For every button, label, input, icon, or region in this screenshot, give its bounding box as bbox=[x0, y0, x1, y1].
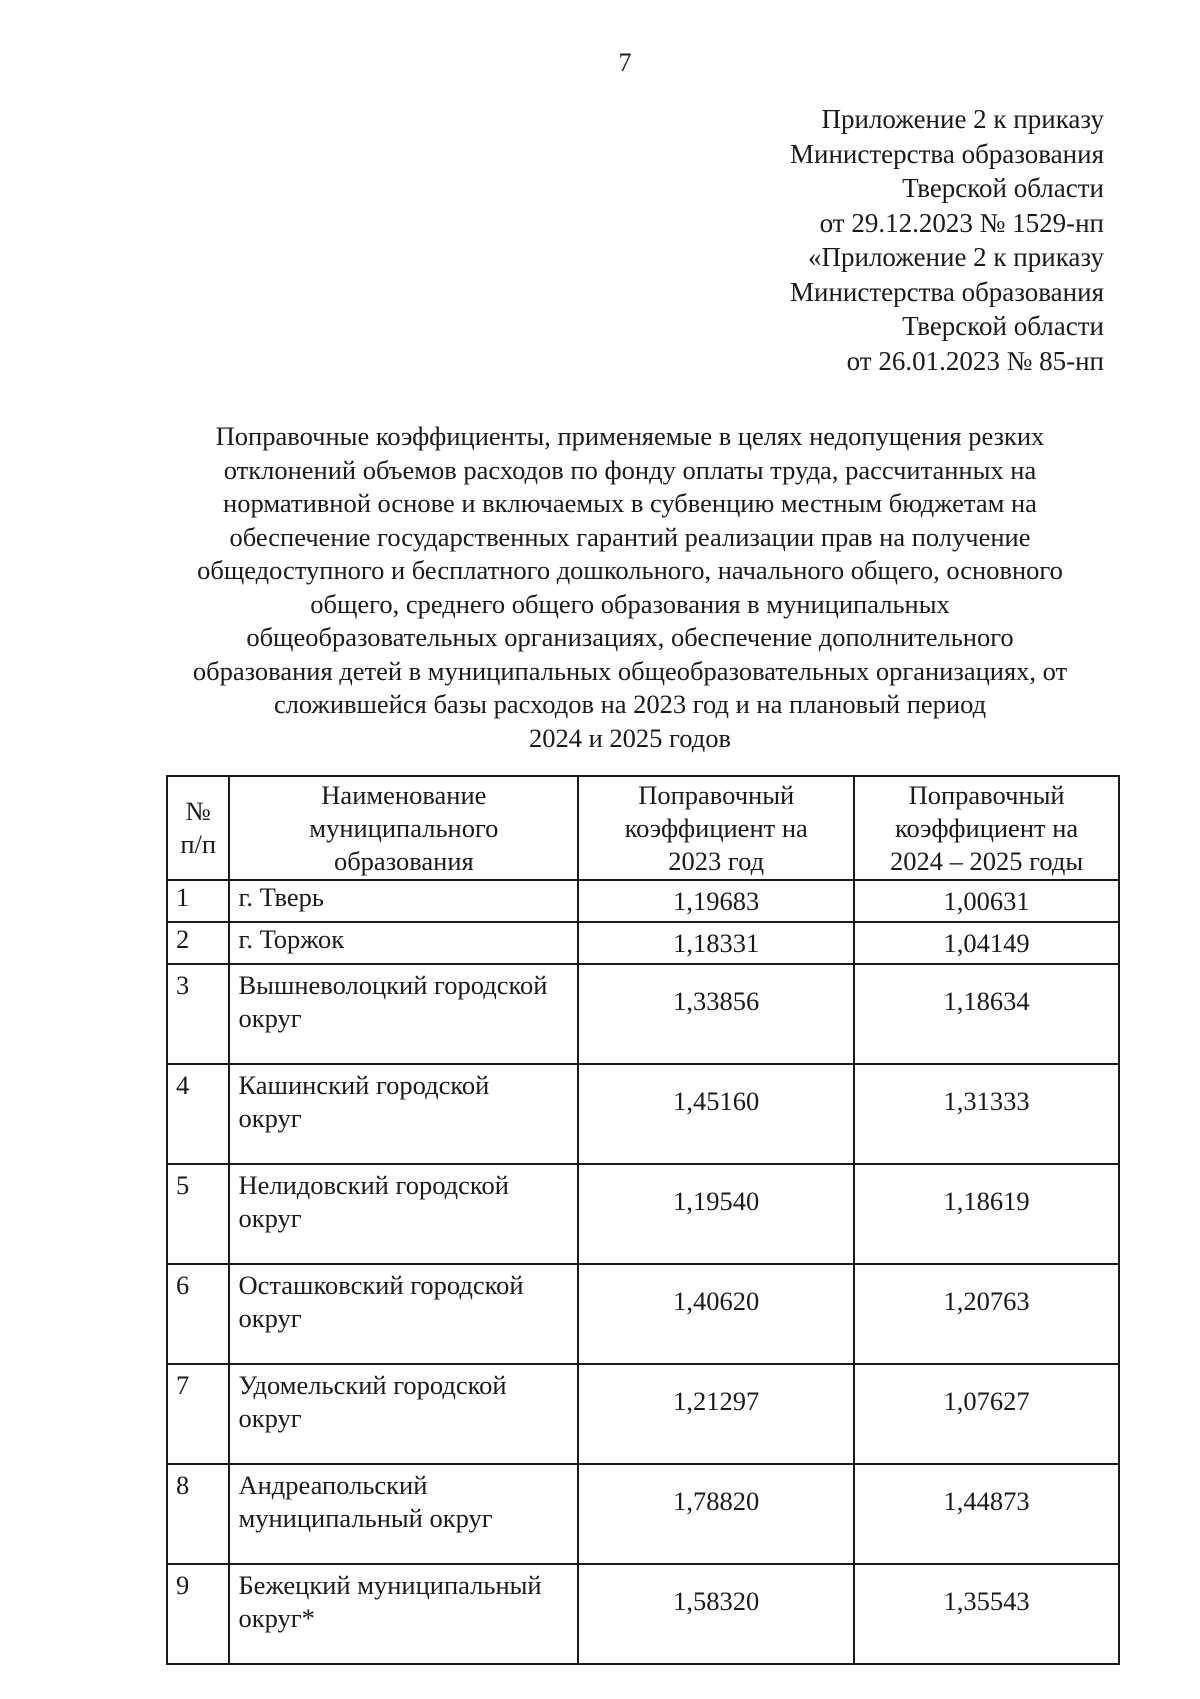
title-line: нормативной основе и включаемых в субвенцию местным бюджетам на bbox=[223, 488, 1037, 518]
title-line: общедоступного и бесплатного дошкольного, начального общего, основного bbox=[197, 555, 1063, 585]
coef-2023: 1,78820 bbox=[578, 1464, 854, 1564]
title-line: 2024 и 2025 годов bbox=[529, 722, 731, 753]
coef-2023: 1,19540 bbox=[578, 1164, 854, 1264]
row-number: 2 bbox=[167, 922, 229, 964]
coef-2023: 1,21297 bbox=[578, 1364, 854, 1464]
appendix-line: «Приложение 2 к приказу bbox=[808, 242, 1104, 272]
row-number: 6 bbox=[167, 1264, 229, 1364]
appendix-line: Тверской области bbox=[902, 311, 1104, 341]
appendix-line: Тверской области bbox=[902, 173, 1104, 203]
header-municipality: Наименование муниципального образования bbox=[229, 776, 578, 880]
row-number: 5 bbox=[167, 1164, 229, 1264]
appendix-line: от 26.01.2023 № 85-нп bbox=[846, 345, 1104, 376]
table-row bbox=[167, 1064, 1119, 1164]
municipality-name: Удомельский городской округ bbox=[229, 1364, 578, 1464]
table-header-row bbox=[167, 776, 1119, 880]
municipality-name: Вышневолоцкий городской округ bbox=[229, 964, 578, 1064]
row-number: 7 bbox=[167, 1364, 229, 1464]
coef-2024-2025: 1,18634 bbox=[854, 964, 1119, 1064]
municipality-name: Андреапольский муниципальный округ bbox=[229, 1464, 578, 1564]
appendix-line: Приложение 2 к приказу bbox=[821, 104, 1104, 134]
row-number: 3 bbox=[167, 964, 229, 1064]
coef-2024-2025: 1,31333 bbox=[854, 1064, 1119, 1164]
table-row bbox=[167, 1564, 1119, 1664]
coef-2023: 1,45160 bbox=[578, 1064, 854, 1164]
row-number: 8 bbox=[167, 1464, 229, 1564]
coefficients-table bbox=[166, 775, 1120, 1665]
appendix-line: Министерства образования bbox=[790, 138, 1104, 169]
title-line: образования детей в муниципальных общеобразовательных организациях, от bbox=[192, 655, 1068, 686]
coef-2024-2025: 1,35543 bbox=[854, 1564, 1119, 1664]
coef-2024-2025: 1,07627 bbox=[854, 1364, 1119, 1464]
municipality-name: Осташковский городской округ bbox=[229, 1264, 578, 1364]
coef-2023: 1,18331 bbox=[578, 922, 854, 964]
title-line: общего, среднего общего образования в муниципальных bbox=[310, 588, 950, 619]
table-row bbox=[167, 1464, 1119, 1564]
municipality-name: Кашинский городской округ bbox=[229, 1064, 578, 1164]
table-row bbox=[167, 1364, 1119, 1464]
table-row bbox=[167, 964, 1119, 1064]
title-line: обеспечение государственных гарантий реализации прав на получение bbox=[229, 521, 1031, 552]
title-line: общеобразовательных организациях, обеспечение дополнительного bbox=[246, 622, 1014, 652]
municipality-name: Бежецкий муниципальный округ* bbox=[229, 1564, 578, 1664]
row-number: 9 bbox=[167, 1564, 229, 1664]
title-line: отклонений объемов расходов по фонду оплаты труда, рассчитанных на bbox=[223, 454, 1037, 485]
coef-2024-2025: 1,44873 bbox=[854, 1464, 1119, 1564]
appendix-reference bbox=[790, 102, 1104, 378]
title-line: Поправочные коэффициенты, применяемые в целях недопущения резких bbox=[215, 421, 1045, 451]
table-row bbox=[167, 1164, 1119, 1264]
municipality-name: Нелидовский городской округ bbox=[229, 1164, 578, 1264]
coef-2024-2025: 1,00631 bbox=[854, 880, 1119, 922]
coef-2023: 1,19683 bbox=[578, 880, 854, 922]
coef-2023: 1,33856 bbox=[578, 964, 854, 1064]
municipality-name: г. Торжок bbox=[229, 922, 578, 964]
table-row bbox=[167, 1264, 1119, 1364]
title-line: сложившейся базы расходов на 2023 год и на плановый период bbox=[273, 689, 987, 719]
appendix-line: Министерства образования bbox=[790, 276, 1104, 307]
coef-2024-2025: 1,04149 bbox=[854, 922, 1119, 964]
coef-2023: 1,40620 bbox=[578, 1264, 854, 1364]
header-coef-2024-2025: Поправочный коэффициент на 2024 – 2025 годы bbox=[854, 776, 1119, 880]
row-number: 4 bbox=[167, 1064, 229, 1164]
appendix-line: от 29.12.2023 № 1529-нп bbox=[819, 207, 1104, 238]
coef-2023: 1,58320 bbox=[578, 1564, 854, 1664]
municipality-name: г. Тверь bbox=[229, 880, 578, 922]
document-title bbox=[150, 420, 1110, 755]
row-number: 1 bbox=[167, 880, 229, 922]
coef-2024-2025: 1,20763 bbox=[854, 1264, 1119, 1364]
page-number: 7 bbox=[618, 48, 632, 77]
table-row bbox=[167, 880, 1119, 922]
header-number: № п/п bbox=[167, 776, 229, 880]
header-coef-2023: Поправочный коэффициент на 2023 год bbox=[578, 776, 854, 880]
table-row bbox=[167, 922, 1119, 964]
coef-2024-2025: 1,18619 bbox=[854, 1164, 1119, 1264]
